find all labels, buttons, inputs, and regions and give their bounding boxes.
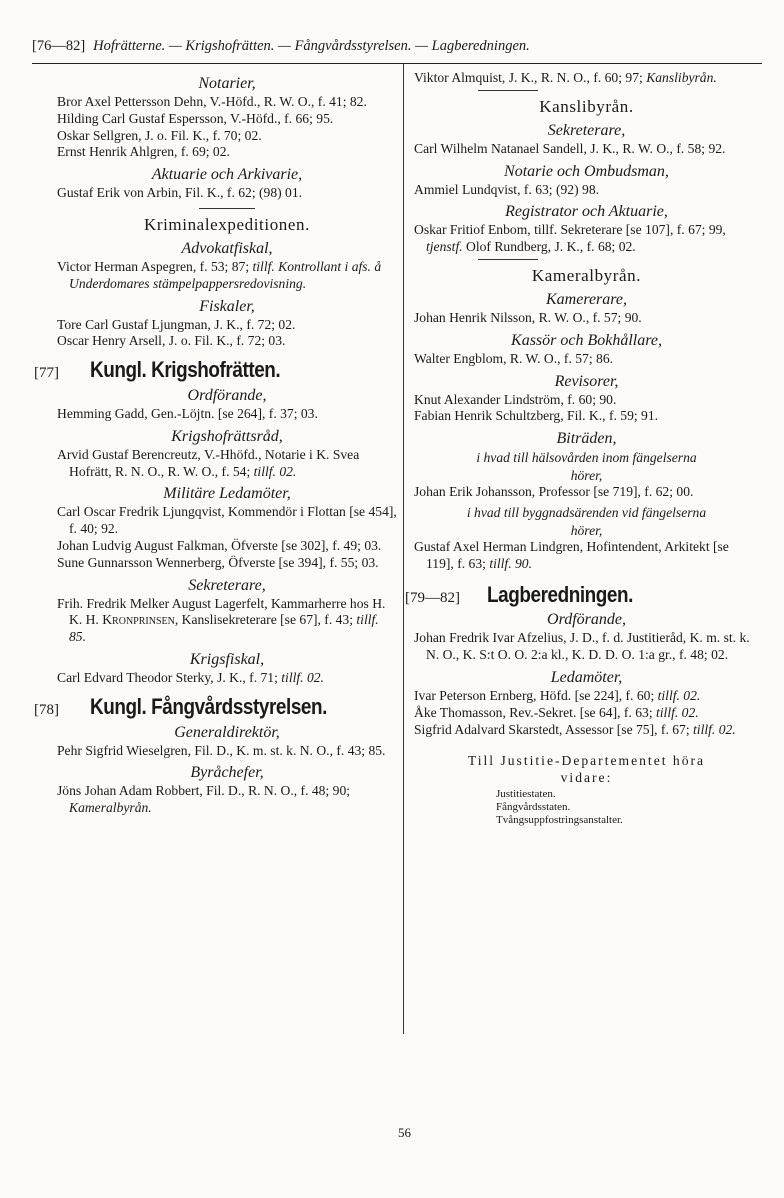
person-entry	[414, 539, 759, 573]
person-entry: Hilding Carl Gustaf Espersson, V.-Höfd., f. 66; 95.	[57, 110, 334, 126]
running-head-text: Hofrätterne. — Krigshofrätten. — Fångvårdsstyrelsen. — Lagberedningen.	[93, 38, 530, 54]
entry-text: Victor Herman Aspegren, f. 53; 87;	[57, 258, 253, 274]
person-entry: Johan Henrik Nilsson, R. W. O., f. 57; 90.	[414, 309, 642, 325]
subheading-halsovard: i hvad till hälsovården inom fängelserna	[476, 450, 697, 466]
person-entry	[414, 222, 759, 256]
role-heading-kamererare: Kamererare,	[545, 290, 628, 308]
role-heading-krigshofrattsrad: Krigshofrättsråd,	[171, 427, 283, 445]
subheading-byggnad: i hvad till byggnadsärenden vid fängelserna	[466, 504, 707, 520]
person-entry: Bror Axel Pettersson Dehn, V.-Höfd., R. W. O., f. 41; 82.	[57, 94, 367, 109]
role-heading-notarie: Notarie och Ombudsman,	[504, 162, 669, 180]
person-entry: Sune Gunnarsson Wennerberg, Öfverste [se 394], f. 55; 03.	[57, 554, 379, 570]
separator-rule	[199, 208, 255, 209]
entry-text: Jöns Johan Adam Robbert, Fil. D., R. N. O., f. 48; 90;	[57, 783, 351, 799]
entry-text: Frih. Fredrik Melker August Lagerfelt, Kammarherre hos H. K. H.	[57, 595, 386, 628]
role-heading-registrator: Registrator och Aktuarie,	[505, 203, 668, 221]
list-item: Fångvårdsstaten.	[496, 801, 571, 814]
section-78	[34, 693, 397, 719]
subheading-horer: hörer,	[570, 522, 603, 538]
role-heading-krigsfiskal: Krigsfiskal,	[189, 650, 265, 668]
entry-text: , Kanslisekreterare [se 67], f. 43;	[174, 612, 357, 628]
separator-rule	[478, 90, 538, 91]
person-entry: Oscar Henry Arsell, J. o. Fil. K., f. 72; 03.	[57, 333, 286, 349]
role-heading-bitraden: Biträden,	[556, 430, 617, 448]
person-entry: Walter Engblom, R. W. O., f. 57; 86.	[414, 350, 614, 366]
person-entry: Carl Wilhelm Natanael Sandell, J. K., R. W. O., f. 58; 92.	[414, 140, 726, 156]
entry-note: Kanslibyrån.	[646, 70, 717, 85]
role-heading-generaldirektor: Generaldirektör,	[174, 723, 280, 741]
person-entry	[57, 596, 397, 646]
entry-note: tillf. 85.	[69, 612, 379, 645]
role-heading-militara: Militäre Ledamöter,	[163, 485, 291, 503]
entry-text: Carl Edvard Theodor Sterky, J. K., f. 71;	[57, 669, 282, 685]
person-entry	[414, 688, 759, 705]
subheading-horer: hörer,	[570, 468, 603, 484]
person-entry: Ammiel Lundqvist, f. 63; (92) 98.	[414, 181, 600, 197]
see-also-heading	[414, 752, 759, 786]
role-heading-aktuarie: Aktuarie och Arkivarie,	[151, 166, 303, 184]
entry-text: Oskar Fritiof Enbom, tillf. Sekreterare [se 107], f. 67; 99,	[414, 222, 726, 238]
person-entry: Oskar Sellgren, J. o. Fil. K., f. 70; 02.	[57, 127, 262, 143]
dept-title-kameralbyran: Kameralbyrån.	[531, 265, 642, 285]
person-entry: Fabian Henrik Schultzberg, Fil. K., f. 59; 91.	[414, 408, 659, 424]
entry-text: Arvid Gustaf Berencreutz, V.-Hhöfd., Notarie i K. Svea Hofrätt, R. N. O., R. W. O., f. 54;	[57, 446, 360, 479]
person-entry: Johan Erik Johansson, Professor [se 719], f. 62; 00.	[414, 484, 694, 500]
person-entry: Hemming Gadd, Gen.-Löjtn. [se 264], f. 37; 03.	[57, 405, 318, 421]
running-head-range: [76—82]	[32, 38, 86, 54]
person-entry: Tore Carl Gustaf Ljungman, J. K., f. 72; 02.	[57, 316, 296, 332]
role-heading-notarier: Notarier,	[198, 75, 256, 92]
section-title: Lagberedningen.	[487, 581, 633, 607]
role-heading-ordforande: Ordförande,	[187, 386, 267, 404]
section-number: [78]	[34, 701, 59, 718]
person-entry	[57, 670, 397, 687]
list-item: Justitiestaten.	[496, 788, 556, 801]
role-heading-advokat: Advokatfiskal,	[181, 239, 273, 257]
right-column	[405, 70, 759, 827]
separator-rule	[478, 259, 538, 260]
section-number: [77]	[34, 365, 59, 382]
entry-note: tillf. 02.	[693, 721, 736, 737]
entry-note: tillf. Kontrollant i afs. å Underdomares stämpelpappersredovisning.	[69, 258, 382, 291]
role-heading-byrachefer: Byråchefer,	[190, 764, 264, 782]
person-entry	[57, 783, 397, 817]
entry-text: Ivar Peterson Ernberg, Höfd. [se 224], f. 60;	[414, 687, 658, 703]
person-entry: Johan Ludvig August Falkman, Öfverste [se 302], f. 49; 03.	[57, 537, 382, 553]
person-entry	[57, 447, 397, 481]
person-entry	[414, 70, 759, 87]
person-entry	[414, 722, 759, 739]
list-item: Tvångsuppfostringsanstalter.	[496, 814, 623, 827]
section-number: [79—82]	[405, 589, 460, 606]
left-column	[34, 70, 397, 817]
person-entry: Pehr Sigfrid Wieselgren, Fil. D., K. m. st. k. N. O., f. 43; 85.	[57, 742, 386, 758]
header-rule	[32, 63, 762, 64]
role-heading-sekreterare: Sekreterare,	[547, 121, 626, 139]
person-entry: Ernst Henrik Ahlgren, f. 69; 02.	[57, 144, 230, 160]
section-77	[34, 357, 397, 383]
see-also-line: Till Justitie-Departementet höra	[467, 753, 706, 769]
entry-note: tillf. 02.	[656, 704, 699, 720]
role-heading-kassor: Kassör och Bokhållare,	[511, 331, 662, 349]
entry-note: tillf. 02.	[253, 463, 297, 479]
dept-title-kriminal: Kriminalexpeditionen.	[143, 214, 311, 234]
person-entry: Knut Alexander Lindström, f. 60; 90.	[414, 391, 617, 407]
entry-text: Åke Thomasson, Rev.-Sekret. [se 64], f. 63;	[414, 704, 656, 720]
entry-note: tillf. 02.	[657, 687, 701, 703]
entry-text: Gustaf Axel Herman Lindgren, Hofintendent, Arkitekt [se 119], f. 63;	[414, 538, 729, 571]
entry-note: tillf. 02.	[281, 669, 324, 685]
section-79-82	[405, 581, 759, 607]
entry-smallcaps: Kronprinsen	[102, 612, 175, 628]
role-heading-ledamoter: Ledamöter,	[550, 668, 623, 686]
entry-text: Olof Rundberg, J. K., f. 68; 02.	[462, 239, 636, 255]
person-entry: Johan Fredrik Ivar Afzelius, J. D., f. d. Justitieråd, K. m. st. k. N. O., K. S:t O. O. 2:a kl., K. D. D. O. 1:a gr., f. 48; 02.	[414, 630, 750, 663]
entry-note: Kameralbyrån.	[69, 800, 152, 816]
section-title: Kungl. Krigshofrätten.	[90, 357, 281, 383]
page-number: 56	[398, 1125, 411, 1140]
section-title: Kungl. Fångvårdsstyrelsen.	[90, 693, 327, 719]
person-entry: Carl Oscar Fredrik Ljungqvist, Kommendör i Flottan [se 454], f. 40; 92.	[57, 504, 397, 537]
dept-title-kanslibyran: Kanslibyrån.	[539, 96, 634, 116]
see-also-line: vidare:	[560, 770, 613, 786]
role-heading-fiskaler: Fiskaler,	[199, 297, 255, 315]
running-head	[32, 38, 762, 55]
see-also-list	[496, 788, 759, 827]
person-entry	[414, 705, 759, 722]
entry-note: tillf. 90.	[489, 555, 532, 571]
entry-text: Viktor Almquist, J. K., R. N. O., f. 60; 97;	[414, 70, 647, 85]
role-heading-revisorer: Revisorer,	[554, 372, 619, 390]
column-divider	[403, 64, 404, 1034]
role-heading-sekreterare: Sekreterare,	[188, 576, 266, 594]
entry-note: tjenstf.	[426, 239, 463, 255]
person-entry	[57, 259, 397, 293]
person-entry: Gustaf Erik von Arbin, Fil. K., f. 62; (98) 01.	[57, 185, 303, 201]
entry-text: Sigfrid Adalvard Skarstedt, Assessor [se 75], f. 67;	[414, 721, 694, 737]
role-heading-ordforande: Ordförande,	[547, 611, 626, 629]
